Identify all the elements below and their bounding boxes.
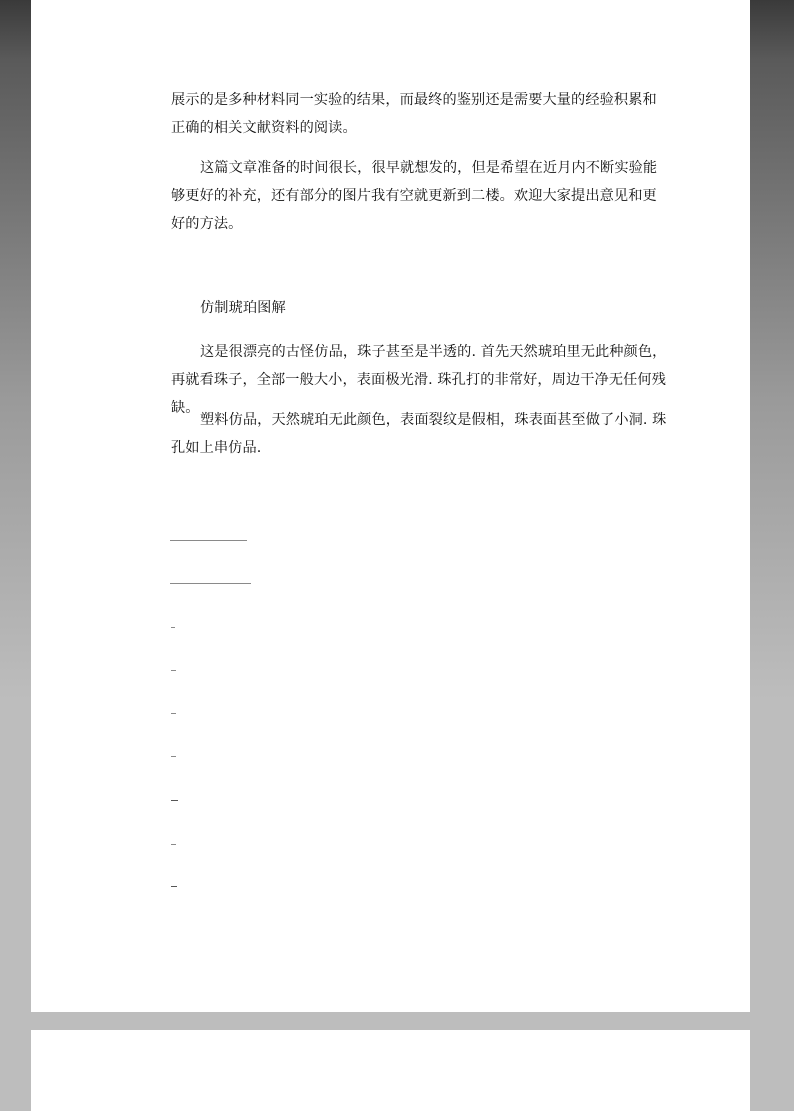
image-placeholder-mark <box>171 670 176 671</box>
image-placeholder-mark <box>171 844 176 845</box>
image-placeholder-mark <box>171 886 177 887</box>
image-placeholder-mark <box>170 583 251 584</box>
paragraph: 塑料仿品，天然琥珀无此颜色，表面裂纹是假相，珠表面甚至做了小洞. 珠孔如上串仿品. <box>171 412 667 456</box>
document-page <box>31 0 750 1012</box>
image-placeholder-mark <box>170 540 247 541</box>
image-placeholder-mark <box>171 627 175 628</box>
paragraph: 这篇文章准备的时间很长，很早就想发的，但是希望在近月内不断实验能够更好的补充，还有部分的图片我有空就更新到二楼。欢迎大家提出意见和更好的方法。 <box>171 160 658 232</box>
section-heading: 仿制琥珀图解 <box>200 300 286 316</box>
image-placeholder-mark <box>171 800 178 801</box>
image-placeholder-mark <box>171 713 176 714</box>
image-placeholder-mark <box>171 756 176 757</box>
document-page-next <box>31 1030 750 1111</box>
paragraph: 这是很漂亮的古怪仿品，珠子甚至是半透的. 首先天然琥珀里无此种颜色，再就看珠子，全部一般大小，表面极光滑. 珠孔打的非常好，周边干净无任何残缺。 <box>171 344 667 416</box>
paragraph: 展示的是多种材料同一实验的结果，而最终的鉴别还是需要大量的经验积累和正确的相关文献资料的阅读。 <box>171 92 657 136</box>
